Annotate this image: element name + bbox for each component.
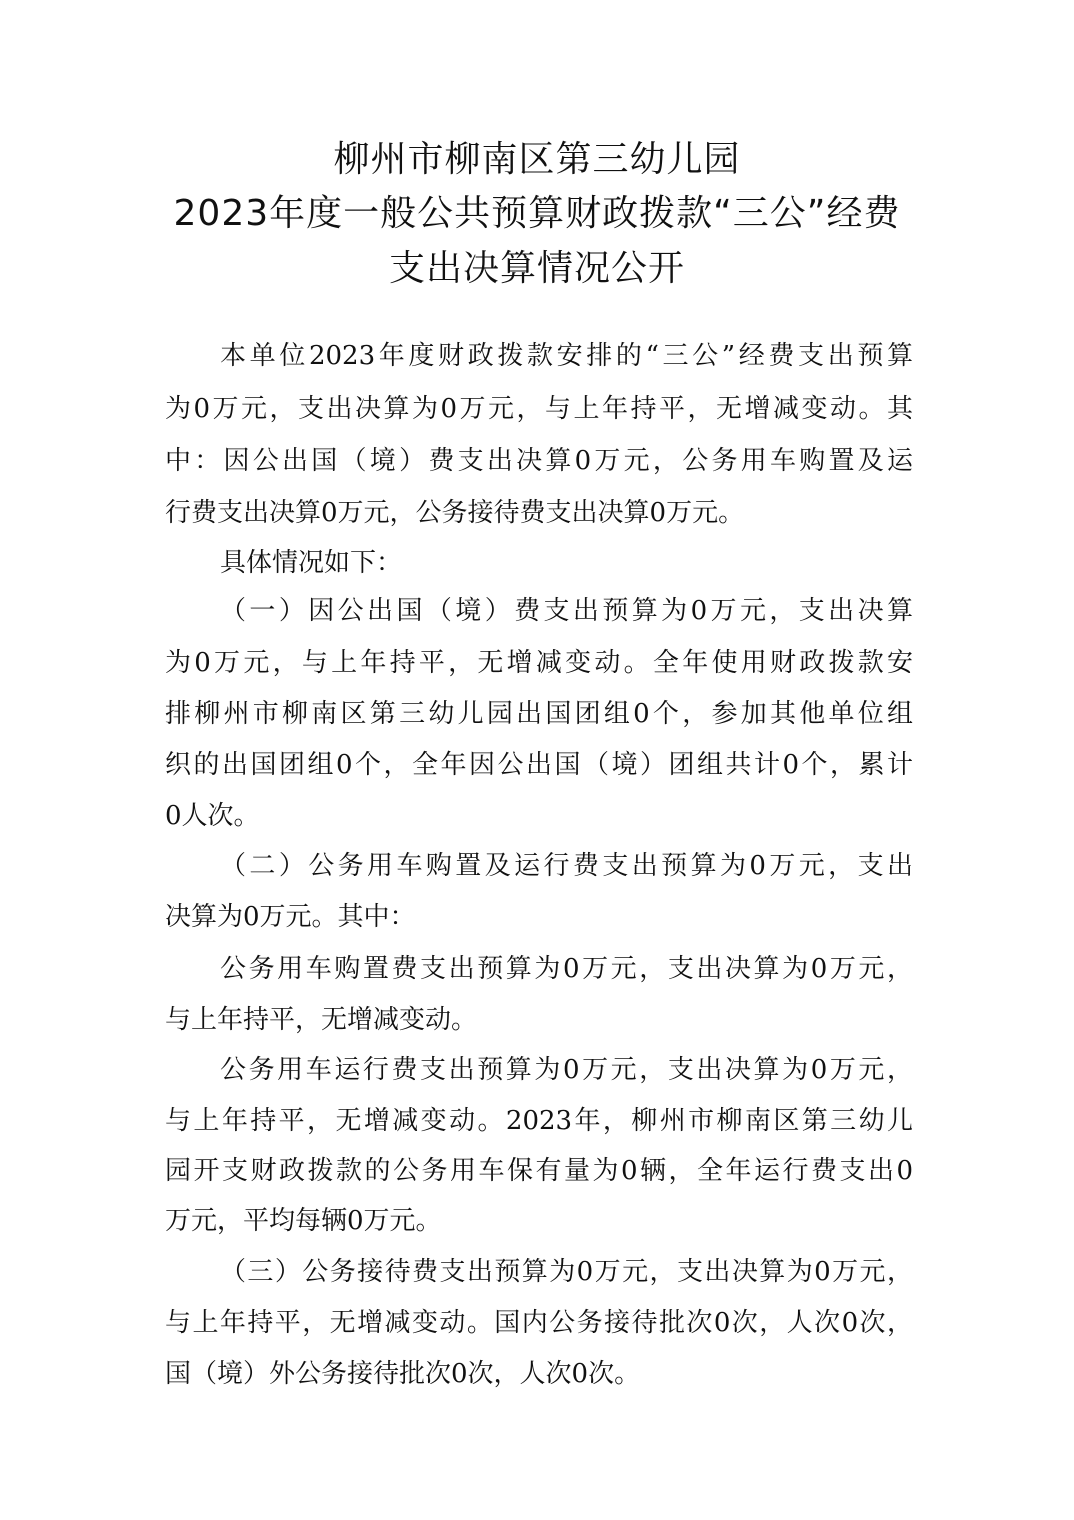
document-title-line-2: 2023年度一般公共预算财政拨款“三公”经费	[173, 193, 901, 234]
body-line: 国（境）外公务接待批次0次，人次0次。	[165, 1359, 641, 1389]
body-line: 为0万元，支出决算为0万元，与上年持平，无增减变动。其	[165, 394, 913, 424]
body-line: 公务用车购置费支出预算为0万元，支出决算为0万元，	[220, 954, 913, 984]
body-line: 为0万元，与上年持平，无增减变动。全年使用财政拨款安	[165, 648, 913, 678]
body-line: 公务用车运行费支出预算为0万元，支出决算为0万元，	[220, 1055, 913, 1085]
body-line: 与上年持平，无增减变动。2023年，柳州市柳南区第三幼儿	[165, 1106, 913, 1136]
body-line: 与上年持平，无增减变动。国内公务接待批次0次，人次0次，	[165, 1308, 913, 1338]
body-line: 行费支出决算0万元，公务接待费支出决算0万元。	[165, 498, 745, 528]
document-title-line-1: 柳州市柳南区第三幼儿园	[333, 139, 741, 180]
body-line: 0人次。	[165, 801, 260, 831]
body-line: 中：因公出国（境）费支出决算0万元，公务用车购置及运	[165, 446, 913, 476]
body-line: 织的出国团组0个，全年因公出国（境）团组共计0个，累计	[165, 750, 913, 780]
body-line: （二）公务用车购置及运行费支出预算为0万元，支出	[220, 851, 913, 881]
body-line: （三）公务接待费支出预算为0万元，支出决算为0万元，	[220, 1257, 913, 1287]
body-line: 万元，平均每辆0万元。	[165, 1206, 442, 1236]
body-line: 本单位2023年度财政拨款安排的“三公”经费支出预算	[220, 341, 913, 371]
body-line: 具体情况如下：	[220, 548, 403, 578]
body-line: 园开支财政拨款的公务用车保有量为0辆，全年运行费支出0	[165, 1156, 913, 1186]
body-line: 排柳州市柳南区第三幼儿园出国团组0个，参加其他单位组	[165, 699, 913, 729]
body-line: （一）因公出国（境）费支出预算为0万元，支出决算	[220, 596, 913, 626]
body-line: 决算为0万元。其中：	[165, 902, 416, 932]
body-line: 与上年持平，无增减变动。	[165, 1005, 478, 1035]
document-title-line-3: 支出决算情况公开	[388, 248, 685, 289]
